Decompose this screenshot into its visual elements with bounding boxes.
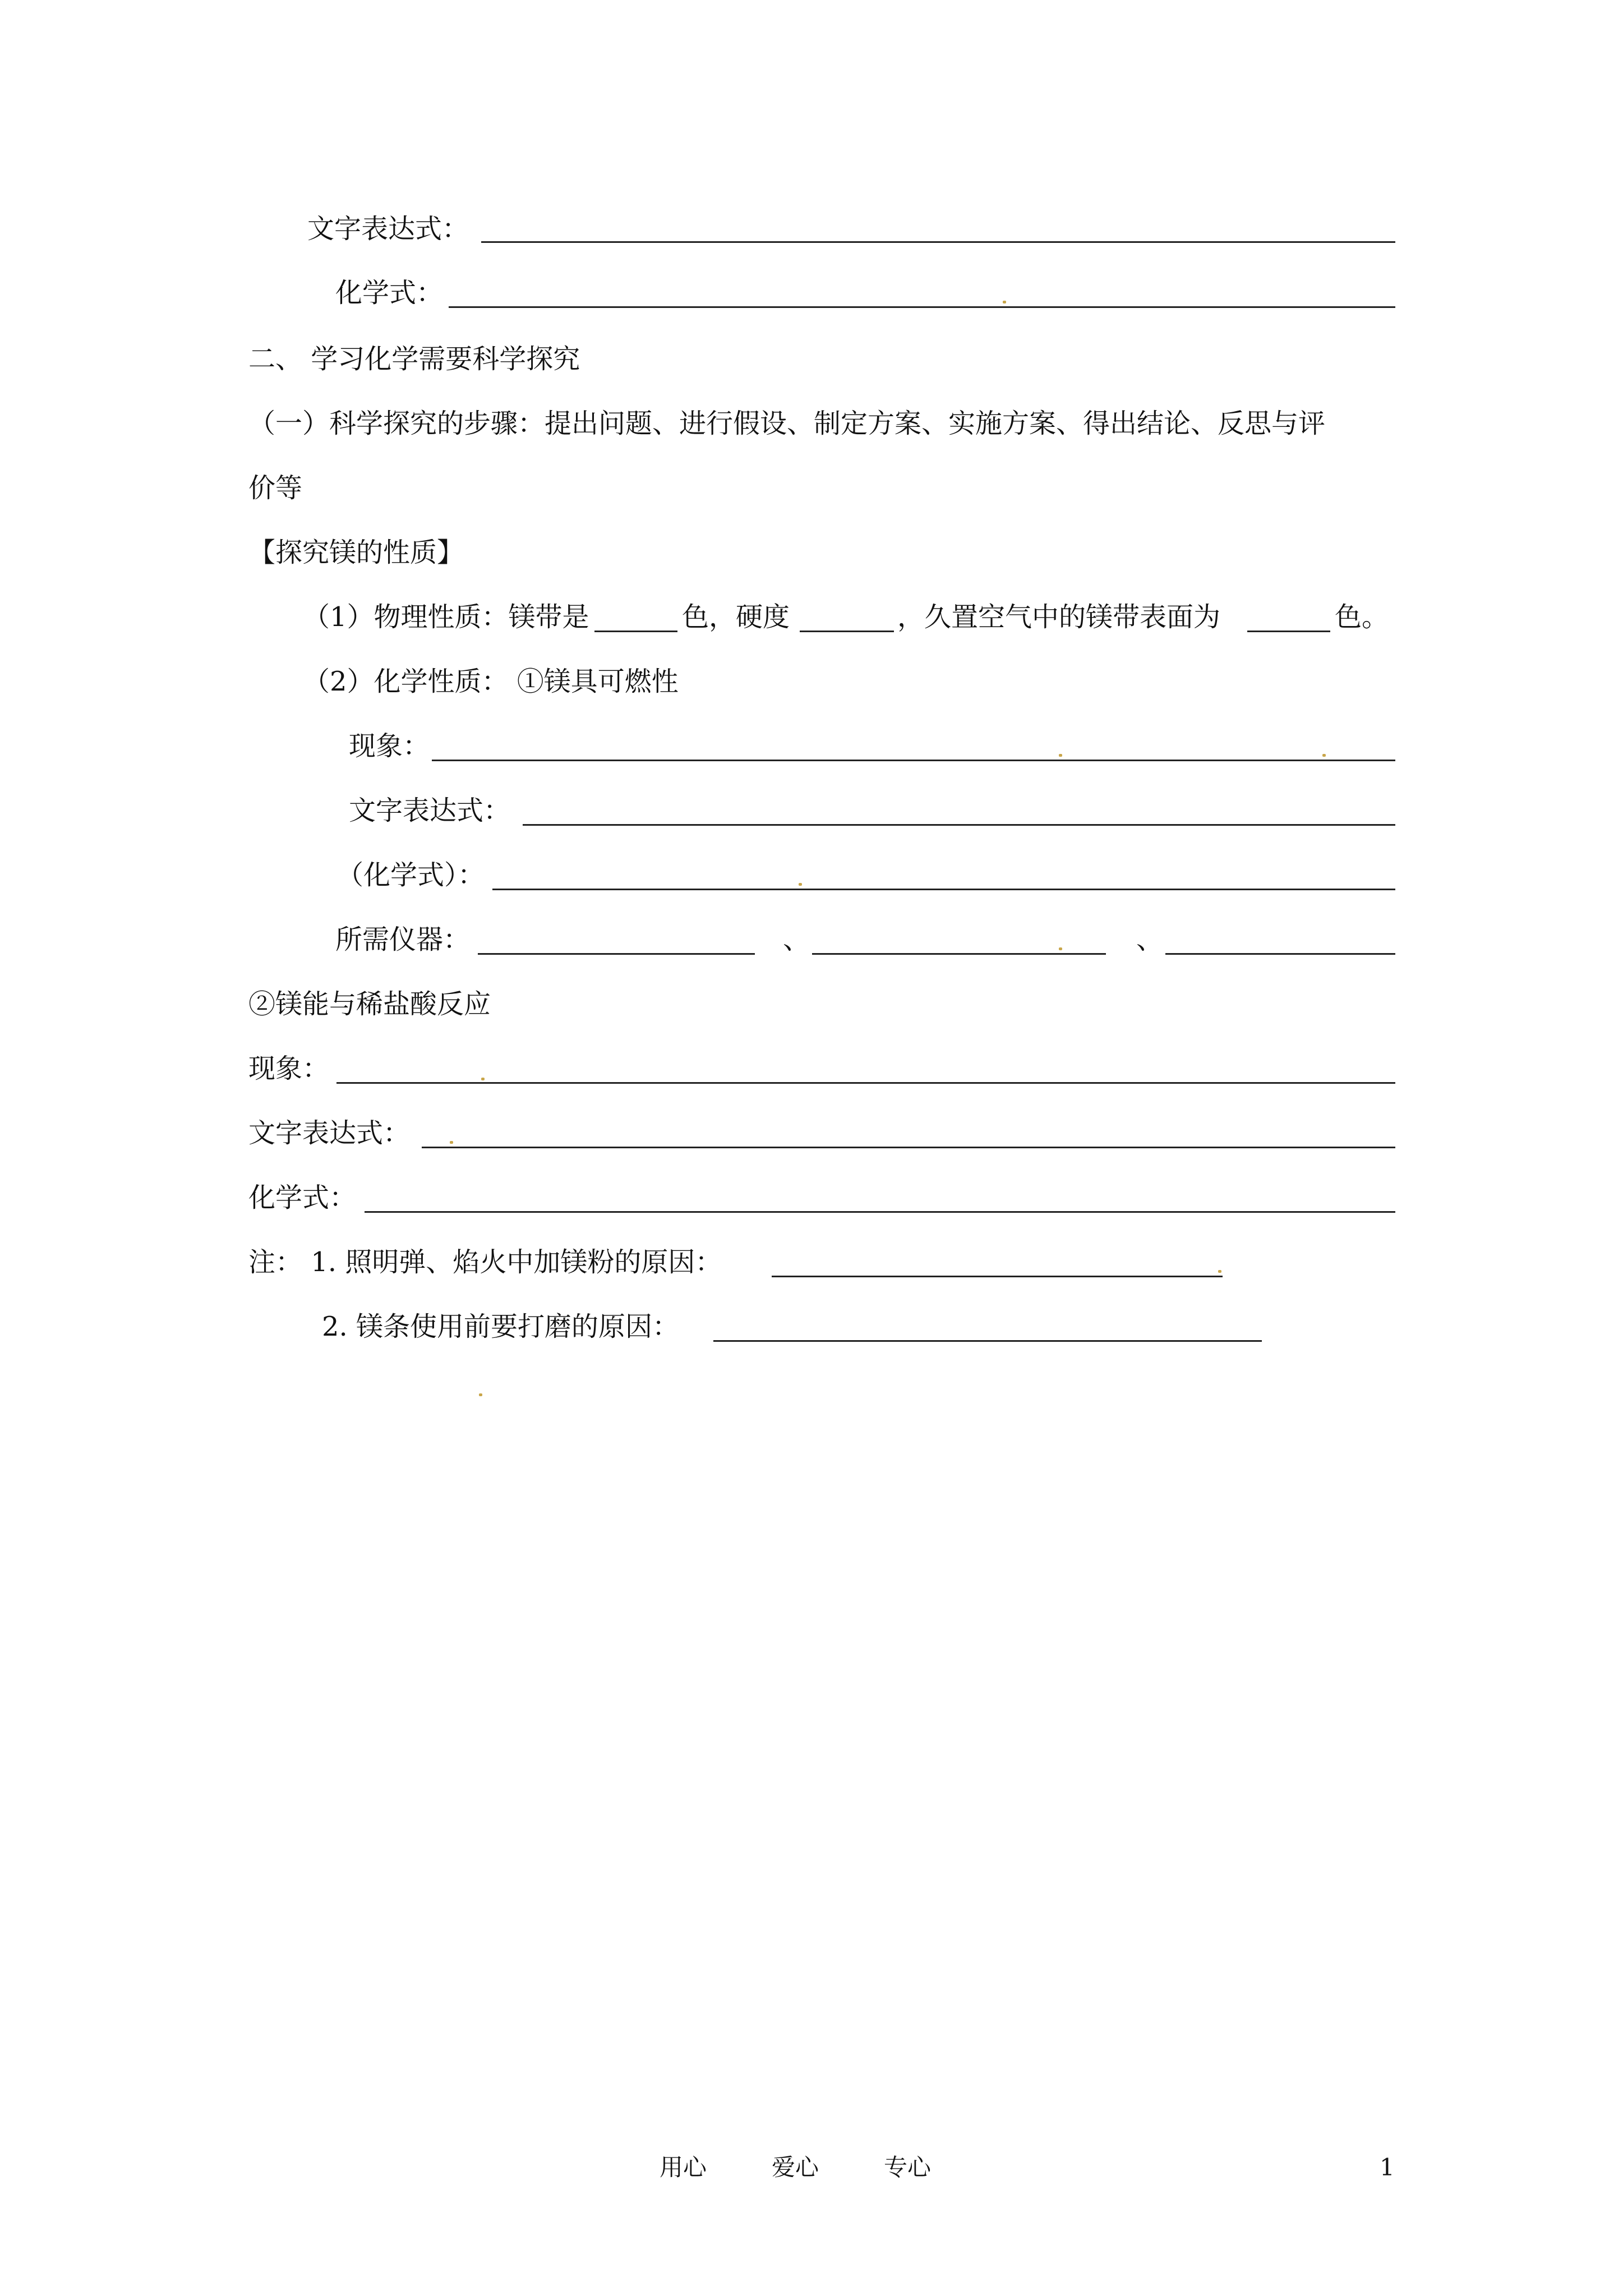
section-heading: 二、 学习化学需要科学探究 [248, 343, 580, 375]
word-equation-label: 文字表达式： [307, 213, 469, 245]
phenomenon-blank[interactable] [336, 1082, 1395, 1084]
footer-slogan-2: 爱心 [772, 2154, 819, 2181]
color-blank[interactable] [594, 631, 677, 632]
phenomenon-label: 现象： [349, 730, 430, 762]
speck-mark [1003, 301, 1006, 303]
word-equation-blank[interactable] [523, 824, 1395, 826]
apparatus-blank-3[interactable] [1165, 953, 1395, 955]
phenomenon-blank[interactable] [432, 760, 1395, 761]
explore-title: 【探究镁的性质】 [248, 537, 464, 568]
formula-blank[interactable] [492, 889, 1395, 890]
physical-properties-label: （1）物理性质：镁带是 [303, 601, 589, 633]
speck-mark [799, 883, 802, 886]
apparatus-separator: 、 [1136, 924, 1164, 955]
footer-slogan-3: 专心 [884, 2154, 932, 2181]
note-2-blank[interactable] [713, 1340, 1262, 1342]
speck-mark [479, 1393, 482, 1396]
speck-mark [1059, 754, 1062, 757]
physical-properties-text-4: 色。 [1335, 601, 1389, 633]
apparatus-label: 所需仪器： [335, 924, 471, 955]
chemical-properties-label: （2）化学性质： ①镁具可燃性 [303, 666, 679, 697]
surface-color-blank[interactable] [1247, 631, 1330, 632]
note-1-label: 注： 1. 照明弹、焰火中加镁粉的原因： [248, 1246, 722, 1278]
physical-properties-text-3: ，久置空气中的镁带表面为 [897, 601, 1221, 633]
footer-slogan-1: 用心 [660, 2154, 707, 2181]
physical-properties-text-2: 色，硬度 [682, 601, 790, 633]
note-2-label: 2. 镁条使用前要打磨的原因： [322, 1311, 680, 1342]
apparatus-separator: 、 [783, 924, 810, 955]
apparatus-blank-1[interactable] [478, 953, 755, 955]
formula-blank[interactable] [449, 306, 1395, 308]
formula-blank[interactable] [365, 1211, 1395, 1213]
acid-reaction-title: ②镁能与稀盐酸反应 [248, 988, 491, 1020]
speck-mark [1059, 947, 1062, 950]
word-equation-label: 文字表达式： [248, 1117, 411, 1149]
formula-label: （化学式）： [336, 859, 485, 891]
steps-paragraph: （一）科学探究的步骤：提出问题、进行假设、制定方案、实施方案、得出结论、反思与评 [248, 408, 1326, 439]
steps-paragraph-cont: 价等 [248, 472, 303, 504]
speck-mark [1322, 754, 1326, 757]
note-1-blank[interactable] [772, 1276, 1223, 1277]
hardness-blank[interactable] [800, 631, 894, 632]
apparatus-blank-2[interactable] [812, 953, 1106, 955]
word-equation-blank[interactable] [481, 241, 1395, 243]
speck-mark [450, 1141, 453, 1144]
word-equation-blank[interactable] [422, 1147, 1395, 1148]
page-number: 1 [1380, 2154, 1395, 2181]
speck-mark [1218, 1270, 1221, 1273]
word-equation-label: 文字表达式： [349, 795, 511, 826]
formula-label: 化学式： [248, 1182, 357, 1213]
speck-mark [481, 1078, 485, 1080]
formula-label: 化学式： [335, 277, 444, 309]
phenomenon-label: 现象： [248, 1053, 330, 1084]
